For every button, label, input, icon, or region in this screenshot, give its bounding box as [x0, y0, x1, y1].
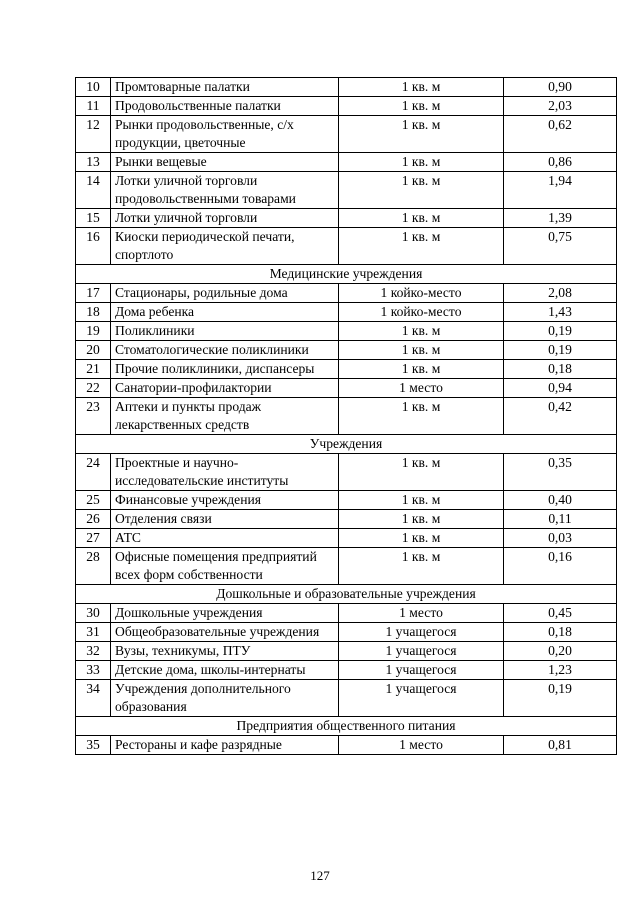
row-name: Поликлиники — [111, 322, 339, 341]
row-value: 1,23 — [504, 661, 617, 680]
table-row — [76, 228, 617, 265]
row-name: Стоматологические поликлиники — [111, 341, 339, 360]
table-row — [76, 172, 617, 209]
section-header-row — [76, 265, 617, 284]
table-row — [76, 529, 617, 548]
row-value: 0,19 — [504, 341, 617, 360]
row-value: 0,81 — [504, 736, 617, 755]
row-name: Общеобразовательные учреждения — [111, 623, 339, 642]
table-row — [76, 153, 617, 172]
table-row — [76, 284, 617, 303]
row-number: 18 — [76, 303, 111, 322]
row-number: 23 — [76, 398, 111, 435]
row-unit: 1 кв. м — [339, 209, 504, 228]
table-row — [76, 736, 617, 755]
row-number: 24 — [76, 454, 111, 491]
row-unit: 1 учащегося — [339, 661, 504, 680]
row-value: 1,43 — [504, 303, 617, 322]
row-name: Финансовые учреждения — [111, 491, 339, 510]
row-value: 0,19 — [504, 322, 617, 341]
row-number: 32 — [76, 642, 111, 661]
table-row — [76, 379, 617, 398]
row-value: 0,86 — [504, 153, 617, 172]
row-unit: 1 кв. м — [339, 360, 504, 379]
row-unit: 1 кв. м — [339, 78, 504, 97]
row-unit: 1 кв. м — [339, 510, 504, 529]
row-unit: 1 кв. м — [339, 97, 504, 116]
row-unit: 1 учащегося — [339, 623, 504, 642]
row-number: 27 — [76, 529, 111, 548]
row-unit: 1 место — [339, 379, 504, 398]
row-value: 0,03 — [504, 529, 617, 548]
row-value: 0,62 — [504, 116, 617, 153]
row-name: АТС — [111, 529, 339, 548]
section-title: Учреждения — [76, 435, 617, 454]
row-name: Санатории-профилактории — [111, 379, 339, 398]
row-unit: 1 кв. м — [339, 228, 504, 265]
table-row — [76, 398, 617, 435]
section-header-row — [76, 435, 617, 454]
row-name: Аптеки и пункты продаж лекарственных средств — [111, 398, 339, 435]
row-number: 21 — [76, 360, 111, 379]
row-name: Дошкольные учреждения — [111, 604, 339, 623]
row-name: Проектные и научно-исследовательские институты — [111, 454, 339, 491]
table-row — [76, 116, 617, 153]
table-row — [76, 322, 617, 341]
row-unit: 1 кв. м — [339, 116, 504, 153]
table-row — [76, 604, 617, 623]
row-name: Промтоварные палатки — [111, 78, 339, 97]
section-header-row — [76, 585, 617, 604]
row-value: 0,19 — [504, 680, 617, 717]
table-row — [76, 454, 617, 491]
table-row — [76, 360, 617, 379]
row-value: 1,94 — [504, 172, 617, 209]
row-number: 31 — [76, 623, 111, 642]
row-unit: 1 кв. м — [339, 172, 504, 209]
row-value: 0,90 — [504, 78, 617, 97]
table-row — [76, 209, 617, 228]
table-row — [76, 303, 617, 322]
row-name: Рынки продовольственные, с/х продукции, цветочные — [111, 116, 339, 153]
row-value: 0,75 — [504, 228, 617, 265]
row-unit: 1 место — [339, 604, 504, 623]
row-value: 1,39 — [504, 209, 617, 228]
row-unit: 1 кв. м — [339, 491, 504, 510]
table-row — [76, 510, 617, 529]
row-name: Продовольственные палатки — [111, 97, 339, 116]
row-number: 25 — [76, 491, 111, 510]
row-value: 0,18 — [504, 360, 617, 379]
table-row — [76, 642, 617, 661]
norms-table-body — [76, 78, 617, 755]
row-value: 2,03 — [504, 97, 617, 116]
row-unit: 1 кв. м — [339, 153, 504, 172]
row-name: Прочие поликлиники, диспансеры — [111, 360, 339, 379]
row-name: Рынки вещевые — [111, 153, 339, 172]
row-value: 0,18 — [504, 623, 617, 642]
table-row — [76, 548, 617, 585]
row-name: Вузы, техникумы, ПТУ — [111, 642, 339, 661]
row-name: Киоски периодической печати, спортлото — [111, 228, 339, 265]
row-unit: 1 кв. м — [339, 322, 504, 341]
row-value: 0,11 — [504, 510, 617, 529]
table-row — [76, 623, 617, 642]
row-value: 0,16 — [504, 548, 617, 585]
table-row — [76, 680, 617, 717]
page-number: 127 — [310, 868, 330, 883]
row-name: Дома ребенка — [111, 303, 339, 322]
row-number: 26 — [76, 510, 111, 529]
row-number: 33 — [76, 661, 111, 680]
row-unit: 1 кв. м — [339, 454, 504, 491]
row-unit: 1 кв. м — [339, 529, 504, 548]
row-number: 35 — [76, 736, 111, 755]
row-unit: 1 место — [339, 736, 504, 755]
row-value: 0,45 — [504, 604, 617, 623]
row-unit: 1 учащегося — [339, 642, 504, 661]
row-value: 0,20 — [504, 642, 617, 661]
row-value: 0,42 — [504, 398, 617, 435]
table-row — [76, 78, 617, 97]
row-unit: 1 кв. м — [339, 548, 504, 585]
norms-table — [75, 77, 617, 755]
row-number: 28 — [76, 548, 111, 585]
row-number: 13 — [76, 153, 111, 172]
row-name: Лотки уличной торговли — [111, 209, 339, 228]
row-name: Офисные помещения предприятий всех форм собственности — [111, 548, 339, 585]
row-number: 11 — [76, 97, 111, 116]
row-number: 30 — [76, 604, 111, 623]
row-value: 0,94 — [504, 379, 617, 398]
row-number: 34 — [76, 680, 111, 717]
row-unit: 1 койко-место — [339, 284, 504, 303]
table-row — [76, 661, 617, 680]
row-number: 22 — [76, 379, 111, 398]
row-unit: 1 койко-место — [339, 303, 504, 322]
section-header-row — [76, 717, 617, 736]
table-row — [76, 97, 617, 116]
table-row — [76, 491, 617, 510]
row-number: 15 — [76, 209, 111, 228]
table-row — [76, 341, 617, 360]
row-name: Отделения связи — [111, 510, 339, 529]
row-name: Учреждения дополнительного образования — [111, 680, 339, 717]
row-name: Рестораны и кафе разрядные — [111, 736, 339, 755]
section-title: Медицинские учреждения — [76, 265, 617, 284]
row-number: 19 — [76, 322, 111, 341]
row-number: 17 — [76, 284, 111, 303]
row-value: 2,08 — [504, 284, 617, 303]
row-unit: 1 кв. м — [339, 398, 504, 435]
row-value: 0,40 — [504, 491, 617, 510]
row-name: Лотки уличной торговли продовольственными товарами — [111, 172, 339, 209]
section-title: Дошкольные и образовательные учреждения — [76, 585, 617, 604]
row-name: Стационары, родильные дома — [111, 284, 339, 303]
row-number: 12 — [76, 116, 111, 153]
row-number: 14 — [76, 172, 111, 209]
section-title: Предприятия общественного питания — [76, 717, 617, 736]
row-name: Детские дома, школы-интернаты — [111, 661, 339, 680]
row-unit: 1 кв. м — [339, 341, 504, 360]
row-number: 20 — [76, 341, 111, 360]
row-value: 0,35 — [504, 454, 617, 491]
row-unit: 1 учащегося — [339, 680, 504, 717]
row-number: 10 — [76, 78, 111, 97]
row-number: 16 — [76, 228, 111, 265]
